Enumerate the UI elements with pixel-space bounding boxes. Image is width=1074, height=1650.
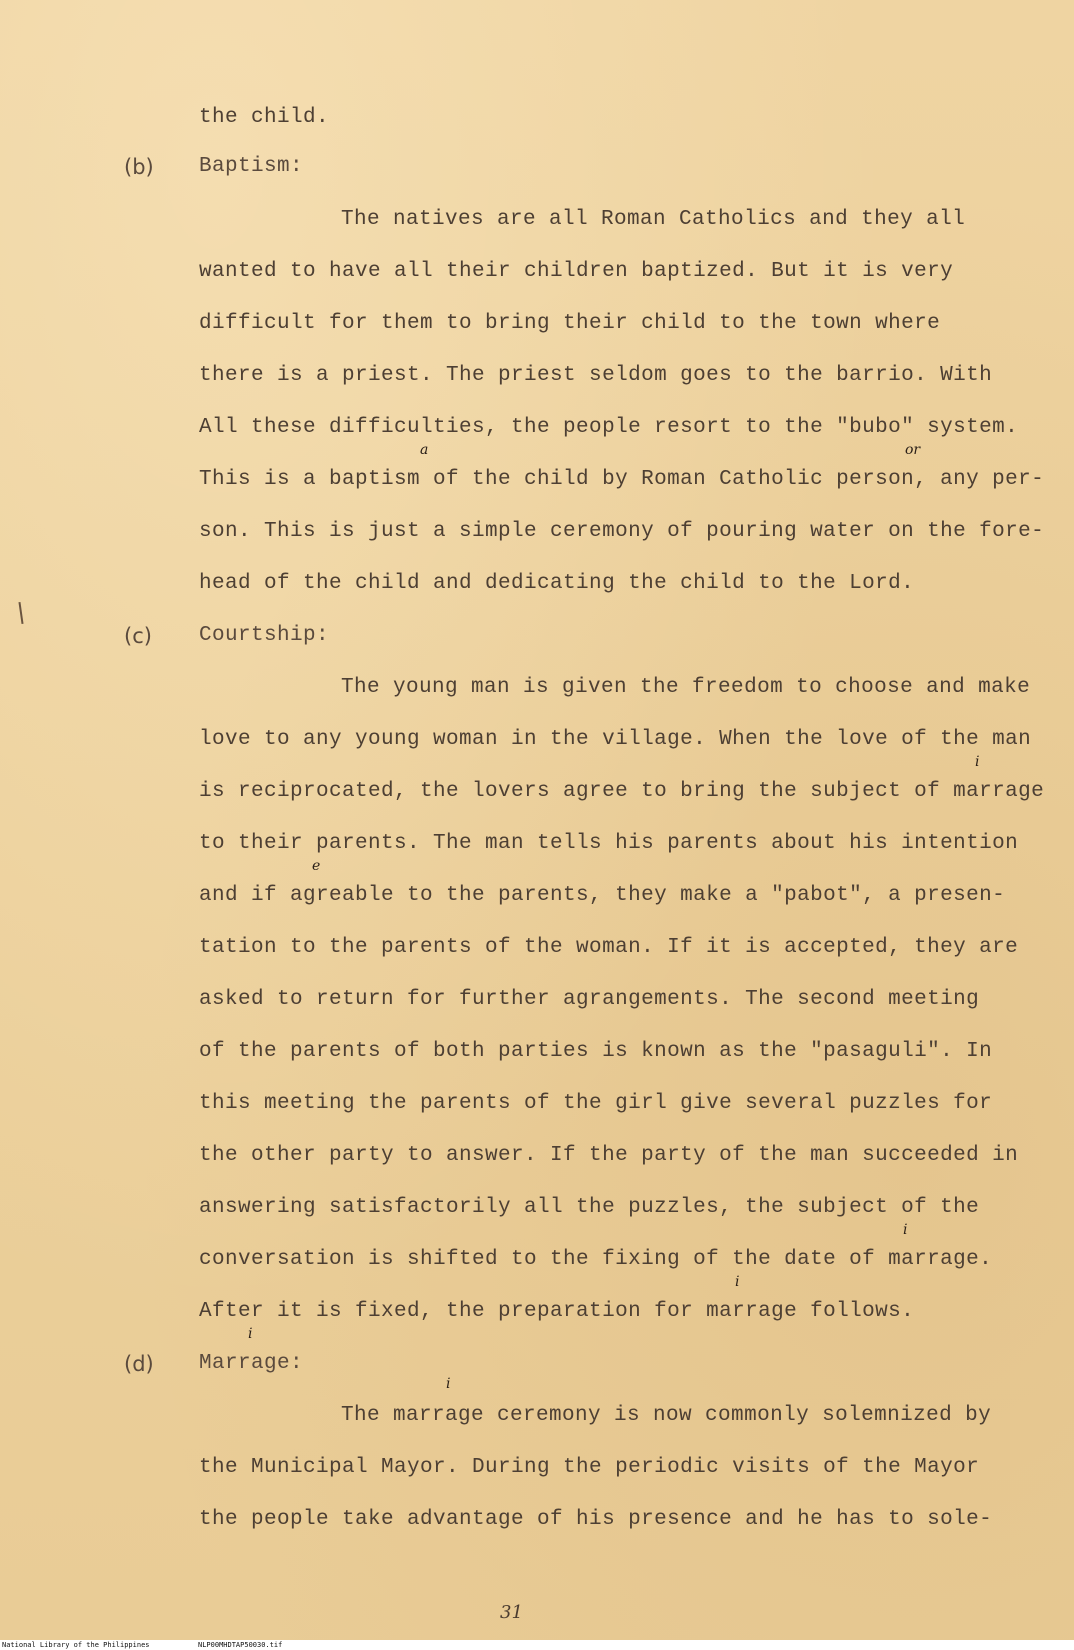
page-number: 31 <box>500 1602 523 1623</box>
section-heading-marrage: Marrage: <box>199 1352 304 1375</box>
text-line: this meeting the parents of the girl give several puzzles for <box>199 1092 993 1115</box>
text-line: love to any young woman in the village. When the love of the man <box>199 728 1032 751</box>
handwritten-insert-i: i <box>975 754 980 770</box>
handwritten-insert-i: i <box>446 1376 451 1392</box>
text-line: the child. <box>199 106 330 129</box>
text-line: After it is fixed, the preparation for marrage follows. <box>199 1300 915 1323</box>
section-marker-c: (c) <box>124 624 152 648</box>
margin-mark <box>18 602 23 624</box>
handwritten-insert-or: or <box>905 442 921 458</box>
section-heading-baptism: Baptism: <box>199 155 304 178</box>
text-line: son. This is just a simple ceremony of pouring water on the fore- <box>199 520 1045 543</box>
text-line: The young man is given the freedom to choose and make <box>341 676 1031 699</box>
handwritten-insert-i: i <box>903 1222 908 1238</box>
section-heading-courtship: Courtship: <box>199 624 330 647</box>
text-line: there is a priest. The priest seldom goes to the barrio. With <box>199 364 993 387</box>
text-line: is reciprocated, the lovers agree to bring the subject of marrage <box>199 780 1045 803</box>
text-line: the other party to answer. If the party of the man succeeded in <box>199 1144 1019 1167</box>
handwritten-insert-a: a <box>420 442 429 458</box>
text-line: wanted to have all their children baptized. But it is very <box>199 260 954 283</box>
text-line: to their parents. The man tells his parents about his intention <box>199 832 1019 855</box>
scan-footer <box>0 1640 1074 1650</box>
text-line: asked to return for further agrangements. The second meeting <box>199 988 980 1011</box>
text-line: and if agreable to the parents, they make a "pabot", a presen- <box>199 884 1006 907</box>
text-line: answering satisfactorily all the puzzles, the subject of the <box>199 1196 980 1219</box>
text-line: the Municipal Mayor. During the periodic visits of the Mayor <box>199 1456 980 1479</box>
section-marker-d: (d) <box>124 1352 154 1376</box>
text-line: The marrage ceremony is now commonly solemnized by <box>341 1404 992 1427</box>
footer-filename: NLP00MHDTAP50030.tif <box>198 1641 283 1649</box>
text-line: difficult for them to bring their child to the town where <box>199 312 941 335</box>
text-line: conversation is shifted to the fixing of the date of marrage. <box>199 1248 993 1271</box>
footer-institution: National Library of the Philippines <box>2 1641 150 1649</box>
text-line: All these difficulties, the people resort to the "bubo" system. <box>199 416 1019 439</box>
handwritten-insert-e: e <box>312 858 321 874</box>
handwritten-insert-i: i <box>735 1274 740 1290</box>
text-line: head of the child and dedicating the child to the Lord. <box>199 572 915 595</box>
text-line: of the parents of both parties is known as the "pasaguli". In <box>199 1040 993 1063</box>
text-line: The natives are all Roman Catholics and they all <box>341 208 966 231</box>
handwritten-insert-i: i <box>248 1326 253 1342</box>
text-line: This is a baptism of the child by Roman Catholic person, any per- <box>199 468 1045 491</box>
text-line: tation to the parents of the woman. If it is accepted, they are <box>199 936 1019 959</box>
section-marker-b: (b) <box>124 155 154 179</box>
text-line: the people take advantage of his presence and he has to sole- <box>199 1508 993 1531</box>
